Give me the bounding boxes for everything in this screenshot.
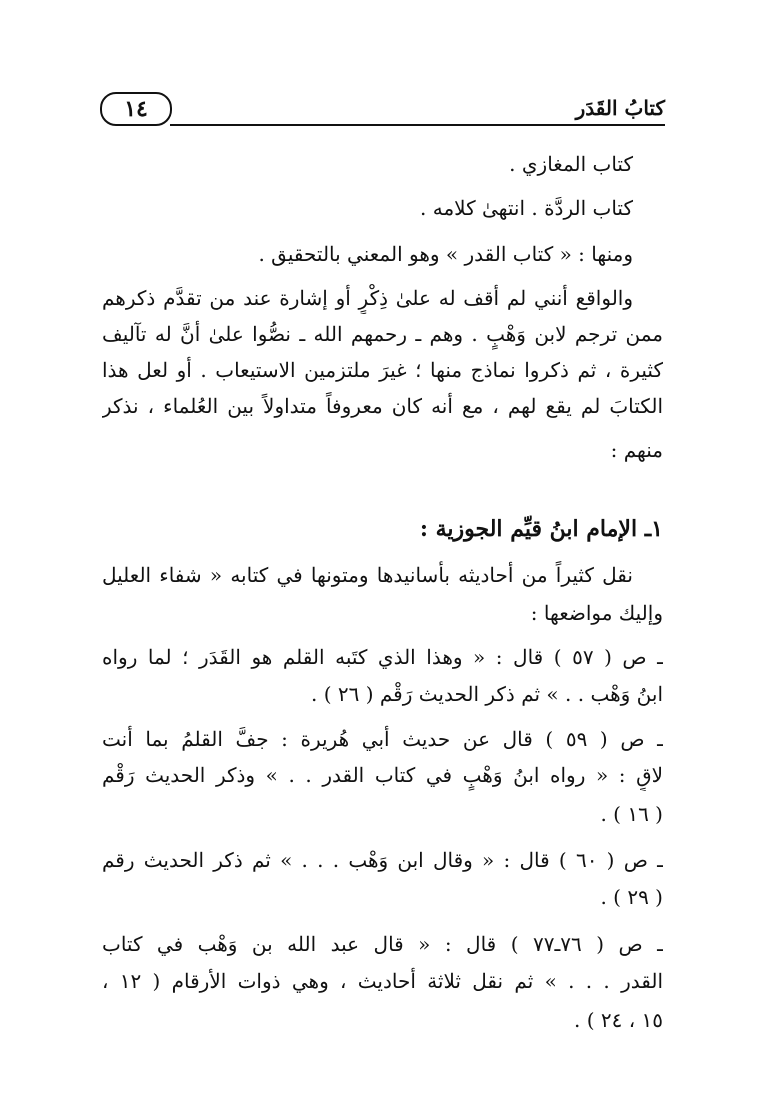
text-line: لاقٍ : « رواه ابنُ وَهْبٍ في كتاب القدر . . » وذكر الحديث رَقْم	[102, 763, 663, 787]
page-header	[100, 92, 665, 132]
page-number: ١٤	[124, 96, 148, 122]
text-line: منهم :	[610, 438, 663, 462]
text-line: الكتابَ لم يقع لهم ، مع أنه كان معروفاً متداولاً بين العُلماء ، نذكر	[102, 394, 663, 418]
text-line: القدر . . . » ثم نقل ثلاثة أحاديث ، وهي ذوات الأرقام ( ١٢ ،	[102, 969, 663, 993]
text-line: كتاب الردَّة . انتهىٰ كلامه .	[420, 196, 633, 220]
text-line: ١٥ ، ٢٤ ) .	[573, 1008, 663, 1032]
text-line: والواقع أنني لم أقف له علىٰ ذِكْرٍ أو إشارة عند من تقدَّم ذكرهم	[102, 286, 633, 310]
text-line: ـ ص ( ٦٠ ) قال : « وقال ابن وَهْب . . . » ثم ذكر الحديث رقم	[102, 848, 663, 872]
text-line: ومنها : « كتاب القدر » وهو المعني بالتحقيق .	[258, 242, 633, 266]
text-line: كتاب المغازي .	[509, 152, 633, 176]
text-line: ( ١٦ ) .	[600, 802, 663, 826]
header-rule	[170, 124, 665, 126]
running-title: كتابُ القَدَر	[575, 96, 665, 120]
text-line: ـ ص ( ٥٩ ) قال عن حديث أبي هُريرة : جفَّ القلمُ بما أنت	[102, 727, 663, 751]
section-heading: ١ـ الإمام ابنُ قيِّم الجوزية :	[419, 516, 663, 542]
text-line: ـ ص ( ٧٦ـ٧٧ ) قال : « قال عبد الله بن وَهْب في كتاب	[102, 932, 663, 956]
text-line: نقل كثيراً من أحاديثه بأسانيدها ومتونها في كتابه « شفاء العليل	[102, 563, 633, 587]
page-number-badge	[100, 92, 172, 126]
text-line: ( ٢٩ ) .	[600, 885, 663, 909]
text-line: ـ ص ( ٥٧ ) قال : « وهذا الذي كتَبه القلم هو القَدَر ؛ لما رواه	[102, 645, 663, 669]
text-line: وإليك مواضعها :	[530, 601, 663, 625]
text-line: كثيرة ، ثم ذكروا نماذج منها ؛ غيرَ ملتزمين الاستيعاب . أو لعل هذا	[102, 358, 663, 382]
text-line: ممن ترجم لابن وَهْبٍ . وهم ـ رحمهم الله ـ نصُّوا علىٰ أنَّ له تآليف	[102, 322, 663, 346]
text-line: ابنُ وَهْب . . » ثم ذكر الحديث رَقْم ( ٢٦ ) .	[310, 682, 663, 706]
